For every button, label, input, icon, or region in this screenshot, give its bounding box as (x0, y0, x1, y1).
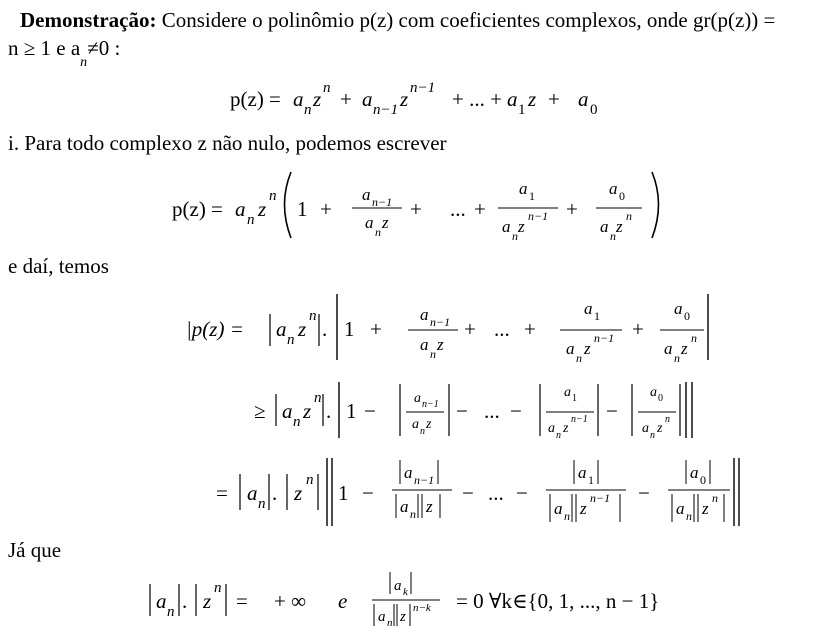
svg-text:n: n (712, 491, 718, 505)
svg-text:.: . (272, 481, 278, 505)
svg-text:a: a (609, 179, 618, 198)
svg-text:a: a (564, 385, 571, 400)
svg-text:=: = (216, 481, 228, 505)
svg-text:n: n (287, 332, 295, 348)
svg-text:a: a (548, 421, 555, 436)
svg-text:+: + (566, 197, 578, 221)
svg-text:1: 1 (588, 473, 594, 487)
svg-text:0: 0 (700, 473, 706, 487)
svg-text:n: n (309, 308, 317, 324)
intro-text: Considere o polinômio p(z) com coeficientes complexos, onde gr(p(z)) = (156, 8, 776, 32)
svg-text:0: 0 (619, 189, 625, 203)
svg-text:n−1: n−1 (410, 80, 436, 96)
svg-text:a: a (519, 179, 528, 198)
svg-text:n: n (314, 390, 322, 406)
svg-text:a: a (362, 87, 373, 111)
svg-text:a: a (578, 463, 587, 482)
svg-text:n: n (214, 580, 222, 596)
svg-text:a: a (365, 213, 374, 232)
svg-text:n: n (269, 188, 277, 204)
svg-text:n: n (323, 80, 331, 96)
svg-text:+ ... +: + ... + (452, 87, 502, 111)
svg-text:1: 1 (338, 481, 349, 505)
svg-text:−: − (462, 481, 474, 505)
svg-text:n−1: n−1 (373, 102, 399, 118)
svg-text:k: k (403, 586, 408, 598)
svg-text:z: z (400, 609, 406, 625)
svg-text:a: a (554, 499, 563, 518)
svg-text:a: a (276, 317, 287, 341)
svg-text:= 0 ∀k∈{0, 1, ..., n − 1}: = 0 ∀k∈{0, 1, ..., n − 1} (456, 589, 660, 613)
svg-text:z: z (616, 217, 623, 236)
demonstration-label: Demonstração: (20, 8, 157, 32)
svg-text:z: z (563, 421, 569, 436)
ja-que-text: Já que (8, 538, 62, 562)
intro-line2-text: n ≥ 1 e a (8, 36, 81, 60)
svg-text:z: z (313, 87, 322, 111)
svg-text:1: 1 (594, 309, 600, 323)
svg-text:n: n (686, 509, 692, 523)
svg-text:a: a (404, 463, 413, 482)
svg-text:≥: ≥ (254, 399, 266, 423)
svg-text:n−1: n−1 (414, 473, 435, 487)
svg-text:a: a (676, 499, 685, 518)
svg-text:1: 1 (518, 102, 526, 118)
svg-text:−: − (364, 399, 376, 423)
svg-text:a: a (507, 87, 518, 111)
svg-text:z: z (298, 317, 307, 341)
svg-text:0: 0 (590, 102, 598, 118)
svg-text:n: n (420, 426, 425, 437)
svg-text:a: a (412, 417, 419, 432)
svg-text:a: a (420, 305, 429, 324)
svg-text:z: z (303, 399, 312, 423)
svg-text:n: n (304, 102, 312, 118)
svg-text:...: ... (494, 317, 510, 341)
svg-text:a: a (674, 299, 683, 318)
svg-text:|p(z) =: |p(z) = (186, 317, 244, 341)
svg-text:z: z (203, 589, 212, 613)
svg-text:1: 1 (344, 317, 355, 341)
svg-text:n: n (691, 331, 697, 345)
svg-text:z: z (528, 87, 537, 111)
svg-text:z: z (702, 499, 709, 518)
svg-text:z: z (580, 499, 587, 518)
svg-text:a: a (600, 217, 609, 236)
svg-text:n−1: n−1 (590, 491, 611, 505)
svg-text:−: − (510, 399, 522, 423)
svg-text:n: n (626, 209, 632, 223)
svg-text:a: a (664, 339, 673, 358)
intro-line-1 (20, 10, 775, 31)
svg-text:n: n (650, 430, 655, 441)
svg-text:.: . (322, 317, 328, 341)
svg-text:+: + (474, 197, 486, 221)
svg-text:−: − (516, 481, 528, 505)
svg-text:n: n (306, 472, 314, 488)
svg-text:a: a (650, 385, 657, 400)
svg-text:a: a (566, 339, 575, 358)
svg-text:+ ∞: + ∞ (274, 589, 307, 613)
svg-text:n: n (564, 509, 570, 523)
svg-text:+: + (320, 197, 332, 221)
svg-text:+: + (464, 317, 476, 341)
svg-text:1: 1 (529, 189, 535, 203)
svg-text:p(z) =: p(z) = (172, 197, 223, 221)
svg-text:+: + (340, 87, 352, 111)
svg-text:a: a (156, 589, 167, 613)
svg-text:a: a (502, 217, 511, 236)
svg-text:a: a (400, 497, 409, 516)
svg-text:n: n (247, 212, 255, 228)
svg-text:.: . (326, 399, 332, 423)
intro-line2-end: ≠0 : (87, 36, 121, 60)
svg-text:a: a (584, 299, 593, 318)
svg-text:n: n (556, 430, 561, 441)
svg-text:n: n (674, 351, 680, 365)
svg-text:z: z (584, 339, 591, 358)
svg-text:n−1: n−1 (422, 399, 439, 410)
svg-text:z: z (294, 481, 303, 505)
svg-text:z: z (382, 213, 389, 232)
svg-text:a: a (378, 609, 386, 625)
svg-text:n−1: n−1 (372, 195, 393, 209)
svg-text:−: − (606, 399, 618, 423)
eq1-pz: p(z) = (230, 87, 281, 111)
svg-text:a: a (414, 391, 421, 406)
svg-text:...: ... (450, 197, 466, 221)
svg-text:a: a (282, 399, 293, 423)
svg-text:n−k: n−k (413, 602, 431, 614)
svg-text:n−1: n−1 (430, 315, 451, 329)
svg-text:−: − (362, 481, 374, 505)
svg-text:n: n (258, 496, 266, 512)
svg-text:n: n (387, 617, 393, 629)
svg-text:+: + (410, 197, 422, 221)
svg-text:a: a (394, 578, 402, 594)
svg-text:+: + (632, 317, 644, 341)
svg-text:0: 0 (684, 309, 690, 323)
svg-text:n: n (610, 229, 616, 243)
svg-text:n: n (665, 414, 670, 425)
svg-text:1: 1 (572, 393, 577, 404)
svg-text:...: ... (484, 399, 500, 423)
svg-text:1: 1 (346, 399, 357, 423)
svg-text:z: z (400, 87, 409, 111)
svg-text:z: z (518, 217, 525, 236)
svg-text:z: z (657, 421, 663, 436)
svg-text:e: e (338, 589, 348, 613)
svg-text:+: + (370, 317, 382, 341)
svg-text:z: z (426, 497, 433, 516)
svg-text:n−1: n−1 (528, 209, 549, 223)
svg-text:z: z (258, 197, 267, 221)
svg-text:−: − (638, 481, 650, 505)
svg-text:+: + (524, 317, 536, 341)
step-i-text: i. Para todo complexo z não nulo, podemos escrever (8, 131, 447, 155)
svg-text:n: n (430, 347, 436, 361)
svg-text:0: 0 (658, 393, 663, 404)
svg-text:+: + (548, 87, 560, 111)
svg-text:z: z (681, 339, 688, 358)
svg-text:n: n (410, 507, 416, 521)
intro-line-2 (8, 36, 121, 71)
svg-text:n: n (293, 414, 301, 430)
svg-text:.: . (182, 589, 188, 613)
svg-text:a: a (420, 335, 429, 354)
intro-line2-sub: n (80, 55, 88, 71)
svg-text:a: a (235, 197, 246, 221)
svg-text:−: − (456, 399, 468, 423)
svg-text:n−1: n−1 (571, 414, 588, 425)
e-dai-text: e daí, temos (8, 254, 109, 278)
svg-text:n: n (576, 351, 582, 365)
svg-text:a: a (690, 463, 699, 482)
svg-text:n: n (167, 604, 175, 620)
svg-text:a: a (362, 185, 371, 204)
svg-text:n−1: n−1 (594, 331, 615, 345)
svg-text:a: a (247, 481, 258, 505)
eq1-a-n: a (293, 87, 304, 111)
svg-text:z: z (426, 417, 432, 432)
svg-text:n: n (512, 229, 518, 243)
svg-text:1: 1 (297, 197, 308, 221)
svg-text:z: z (437, 335, 444, 354)
svg-text:=: = (236, 589, 248, 613)
svg-text:a: a (578, 87, 589, 111)
svg-text:a: a (642, 421, 649, 436)
svg-text:...: ... (488, 481, 504, 505)
svg-text:n: n (375, 225, 381, 239)
